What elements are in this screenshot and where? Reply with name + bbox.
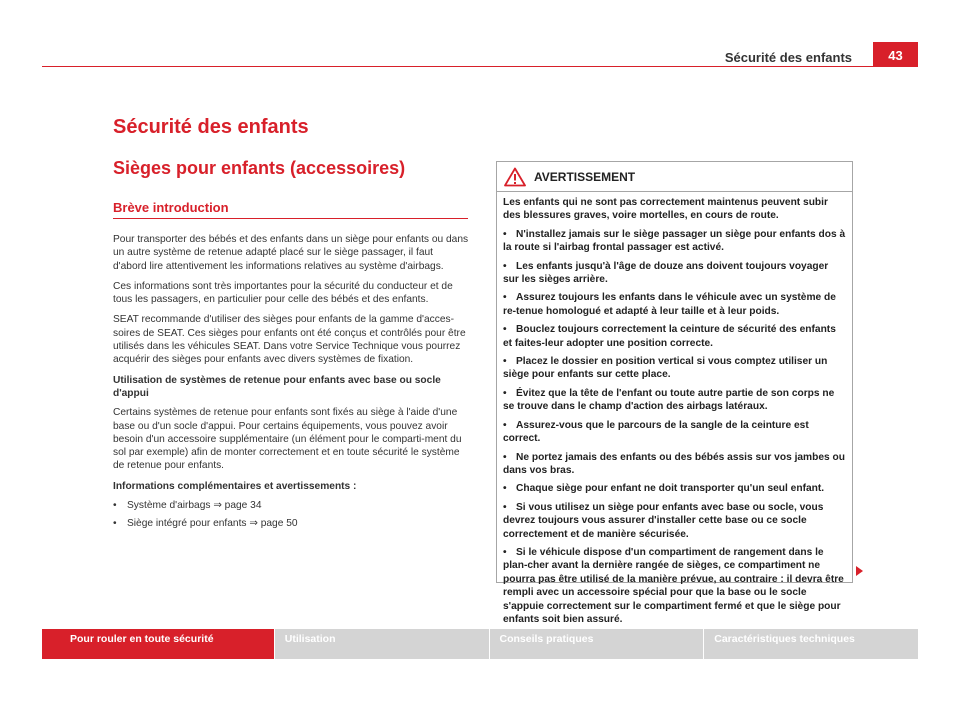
warning-intro: Les enfants qui ne sont pas correctement maintenus peuvent subir des blessures graves, voire mortelles, en cours de route. bbox=[503, 197, 828, 222]
intro-paragraph-2: Ces informations sont très importantes pour la sécurité du conducteur et de tous les passagers, en particulier pour celle des bébés et des enfants. bbox=[113, 280, 453, 306]
warning-item: • Ne portez jamais des enfants ou des bébés assis sur vos jambes ou dans vos bras. bbox=[503, 451, 845, 476]
subsection-title: Brève introduction bbox=[113, 200, 229, 215]
reference-link[interactable]: Siège intégré pour enfants ⇒ page 50 bbox=[127, 518, 298, 530]
chapter-title: Sécurité des enfants bbox=[113, 116, 309, 138]
base-systems-paragraph: Certains systèmes de retenue pour enfants sont fixés au siège à l'aide d'une base ou d'un socle d'appui. Pour certains équipements, vous pouvez avoir besoin d'un accessoire supplémentaire (un élément pour le comparti-ment du sol par exemple) afin de monter correctement et en toute sécurité le système de retenue pour enfants. bbox=[113, 407, 462, 472]
warning-item: • Évitez que la tête de l'enfant ou toute autre partie de son corps ne se trouve dans le champ d'action des airbags latéraux. bbox=[503, 387, 835, 413]
reference-link[interactable]: Système d'airbags ⇒ page 34 bbox=[127, 500, 262, 512]
intro-paragraph-1: Pour transporter des bébés et des enfants dans un siège pour enfants ou dans un autre système de retenue adapté placé sur le siège passager, il faut d'abord lire attentivement les informations relatives au système d'airbags. bbox=[113, 234, 469, 272]
bullet-icon: • bbox=[503, 356, 507, 368]
tab-safety[interactable]: Pour rouler en toute sécurité bbox=[42, 629, 274, 659]
tab-technical-data[interactable]: Caractéristiques techniques bbox=[704, 629, 918, 659]
warning-body bbox=[497, 192, 852, 626]
bullet-icon: • bbox=[503, 483, 507, 495]
bullet-icon: • bbox=[503, 419, 507, 431]
chapter-tabs bbox=[42, 629, 918, 659]
warning-item: • Placez le dossier en position vertical si vous comptez utiliser un siège pour enfants sur cette place. bbox=[503, 356, 828, 381]
running-header-title: Sécurité des enfants bbox=[724, 50, 852, 65]
section-title: Sièges pour enfants (accessoires) bbox=[113, 158, 406, 178]
warning-item: • N'installez jamais sur le siège passager un siège pour enfants dos à la route si l'airbag frontal passager est activé. bbox=[503, 228, 846, 254]
header-rule bbox=[42, 66, 918, 67]
warning-item: • Chaque siège pour enfant ne doit transporter qu'un seul enfant. bbox=[503, 483, 825, 495]
warning-item: • Assurez-vous que le parcours de la sangle de la ceinture est correct. bbox=[503, 419, 809, 445]
warning-header bbox=[497, 162, 852, 192]
warning-item: • Si vous utilisez un siège pour enfants avec base ou socle, vous devrez toujours vous assurer d'installer cette base ou ce socle correctement et de manière sécurisée. bbox=[503, 501, 824, 540]
bullet-icon: • bbox=[503, 228, 507, 240]
bullet-icon: • bbox=[503, 387, 507, 399]
intro-body bbox=[113, 233, 469, 536]
warning-item: • Les enfants jusqu'à l'âge de douze ans doivent toujours voyager sur les sièges arrière. bbox=[503, 260, 829, 286]
warning-item: • Assurez toujours les enfants dans le véhicule avec un système de re-tenue homologué et adapté à leur taille et à leur poids. bbox=[503, 292, 836, 317]
bullet-icon: • bbox=[503, 501, 507, 513]
intro-paragraph-3: SEAT recommande d'utiliser des sièges pour enfants de la gamme d'acces-soires de SEAT. Ces sièges pour enfants ont été conçus et contrôlés pour être utilisés dans les véhicules SEAT. Dans votre Service Technique vous pourrez acquérir des sièges pour enfants avec divers systèmes de fixation. bbox=[113, 314, 466, 366]
warning-title: AVERTISSEMENT bbox=[534, 170, 636, 184]
reference-item[interactable] bbox=[113, 517, 469, 530]
warning-item: • Bouclez toujours correctement la ceinture de sécurité des enfants et faites-leur adopter une position correcte. bbox=[503, 324, 836, 349]
warning-box bbox=[496, 161, 853, 625]
bullet-icon: • bbox=[503, 451, 507, 463]
bullet-icon: • bbox=[503, 292, 507, 304]
tab-operation[interactable]: Utilisation bbox=[275, 629, 489, 659]
further-info-subheading: Informations complémentaires et avertissements : bbox=[113, 480, 357, 492]
base-systems-subheading: Utilisation de systèmes de retenue pour enfants avec base ou socle d'appui bbox=[113, 374, 441, 399]
page-number: 43 bbox=[873, 42, 918, 67]
bullet-icon: • bbox=[503, 324, 507, 336]
reference-item[interactable] bbox=[113, 499, 469, 512]
warning-triangle-icon bbox=[504, 167, 526, 187]
warning-item: • Si le véhicule dispose d'un compartiment de rangement dans le plan-cher avant la dernière rangée de sièges, ce compartiment ne pourra pas être utilisé de la manière prévue, au contraire : il devra être rempli avec un accessoire spécial pour que la base ou le socle s'appuie correctement sur le compartiment fermé et que le siège pour enfants soit bien assuré. bbox=[503, 546, 844, 625]
subsection-rule bbox=[113, 218, 468, 219]
bullet-icon: • bbox=[503, 260, 507, 272]
bullet-icon: • bbox=[503, 546, 507, 558]
bullet-icon: • bbox=[113, 518, 117, 530]
bullet-icon: • bbox=[113, 500, 117, 512]
continue-arrow-icon[interactable] bbox=[856, 566, 863, 576]
tab-practical-tips[interactable]: Conseils pratiques bbox=[490, 629, 704, 659]
